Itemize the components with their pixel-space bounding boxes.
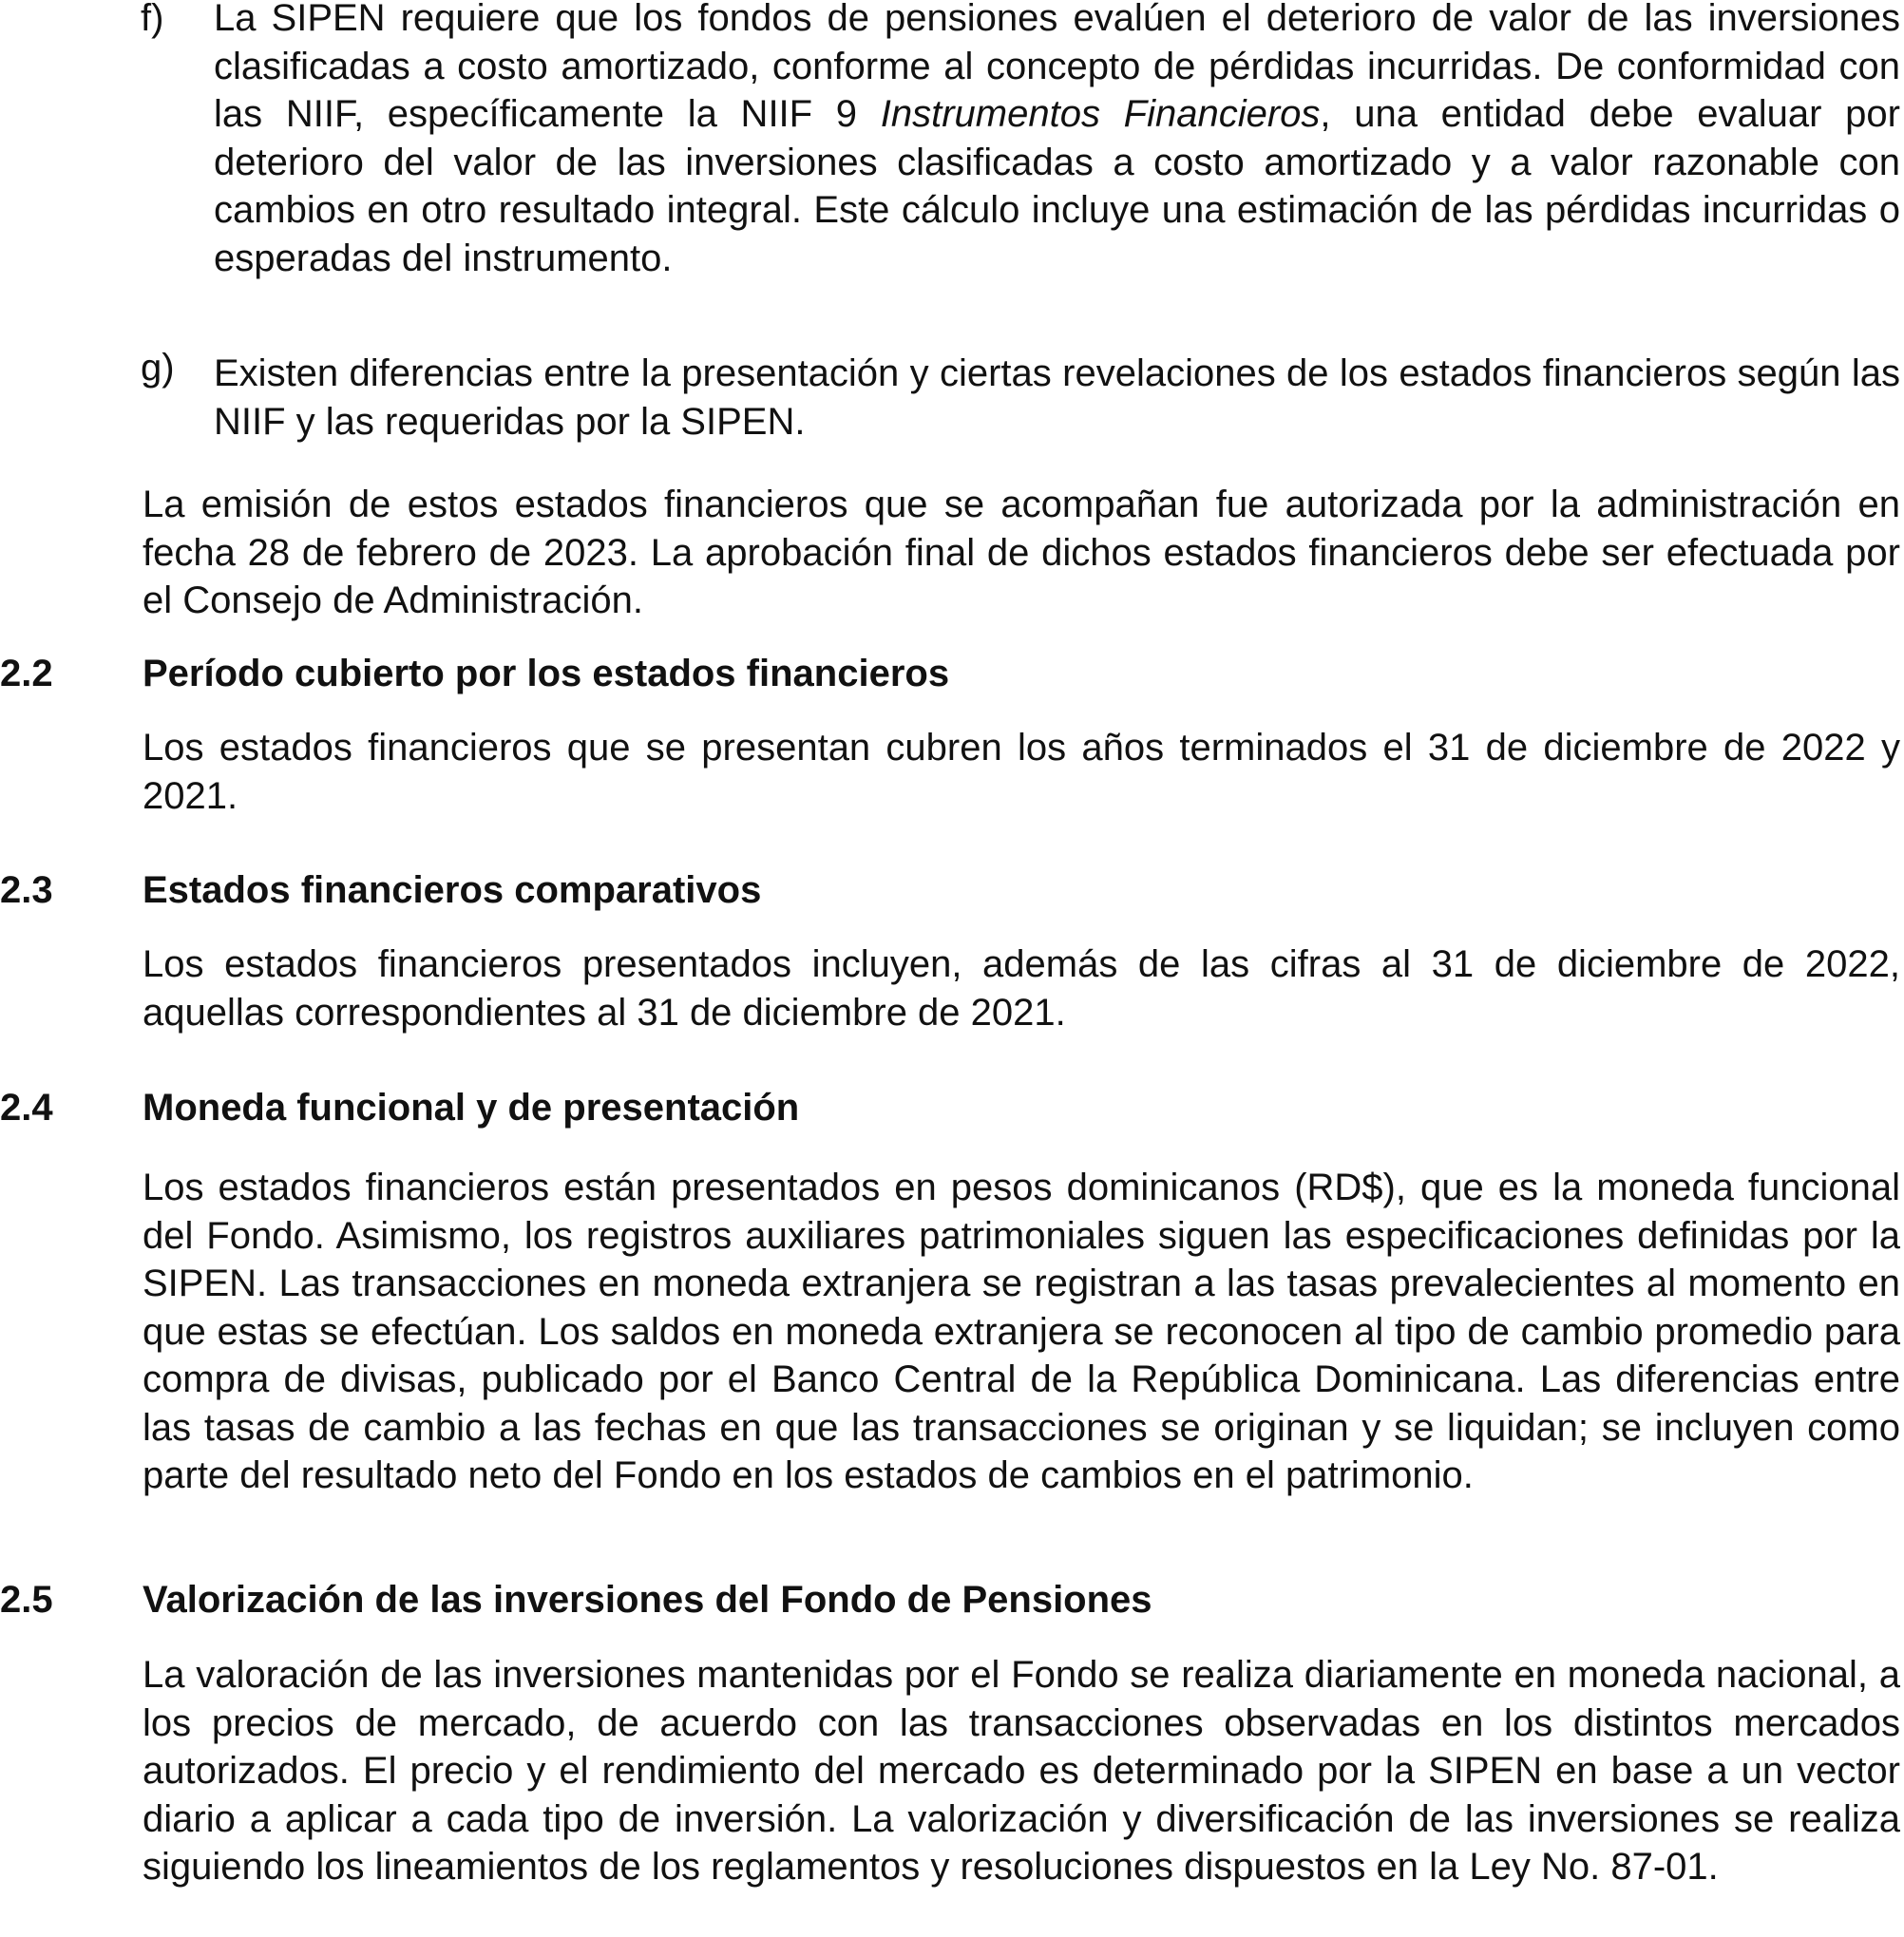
authorization-paragraph: La emisión de estos estados financieros que se acompañan fue autorizada por la administración en fecha 28 de febrero de 2023. La aprobación final de dichos estados financieros debe ser efectuada por el Consejo de Administración. [143,484,1900,621]
section-body-2-4: Los estados financieros están presentados en pesos dominicanos (RD$), que es la moneda funcional del Fondo. Asimismo, los registros auxiliares patrimoniales siguen las especificaciones definidas por la SIPEN. Las transacciones en moneda extranjera se registran a las tasas prevalecientes al momento en que estas se efectúan. Los saldos en moneda extranjera se reconocen al tipo de cambio promedio para compra de divisas, publicado por el Banco Central de la República Dominicana. Las diferencias entre las tasas de cambio a las fechas en que las transacciones se originan y se liquidan; se incluyen como parte del resultado neto del Fondo en los estados de cambios en el patrimonio. [143,1167,1900,1496]
section-title: Valorización de las inversiones del Fondo de Pensiones [143,1579,1152,1621]
list-item-label: f) [141,0,164,39]
section-body-2-3: Los estados financieros presentados incluyen, además de las cifras al 31 de diciembre de 2022, aquellas correspondientes al 31 de diciembre de 2021. [143,943,1900,1034]
list-item-text-italic: Instrumentos Financieros [880,93,1321,135]
list-item-label: g) [141,347,175,389]
section-body-2-2: Los estados financieros que se presentan cubren los años terminados el 31 de diciembre de 2022 y 2021. [143,727,1900,817]
list-item-text-start: La SIPEN requiere que los fondos de pensiones evalúen el deterioro de valor de las inversiones clasificadas a costo amortizado, conforme al concepto de pérdidas incurridas. De conformidad con las NIIF, específicamente la NIIF 9 [214,0,1900,135]
list-item-text [214,0,1900,282]
section-title: Período cubierto por los estados financieros [143,653,950,694]
list-item-text: Existen diferencias entre la presentación y ciertas revelaciones de los estados financieros según las NIIF y las requeridas por la SIPEN. [214,352,1900,443]
section-body-2-5: La valoración de las inversiones mantenidas por el Fondo se realiza diariamente en moneda nacional, a los precios de mercado, de acuerdo con las transacciones observadas en los distintos mercados autorizados. El precio y el rendimiento del mercado es determinado por la SIPEN en base a un vector diario a aplicar a cada tipo de inversión. La valorización y diversificación de las inversiones se realiza siguiendo los lineamientos de los reglamentos y resoluciones dispuestos en la Ley No. 87-01. [143,1654,1900,1888]
section-number: 2.4 [0,1087,53,1129]
section-number: 2.5 [0,1579,53,1621]
list-item-text-end: , una entidad debe evaluar por deterioro del valor de las inversiones clasificadas a costo amortizado y a valor razonable con cambios en otro resultado integral. Este cálculo incluye una estimación de las pérdidas incurridas o esperadas del instrumento. [214,93,1900,279]
section-number: 2.2 [0,653,53,694]
section-title: Estados financieros comparativos [143,869,762,911]
section-number: 2.3 [0,869,53,911]
section-title: Moneda funcional y de presentación [143,1087,800,1129]
